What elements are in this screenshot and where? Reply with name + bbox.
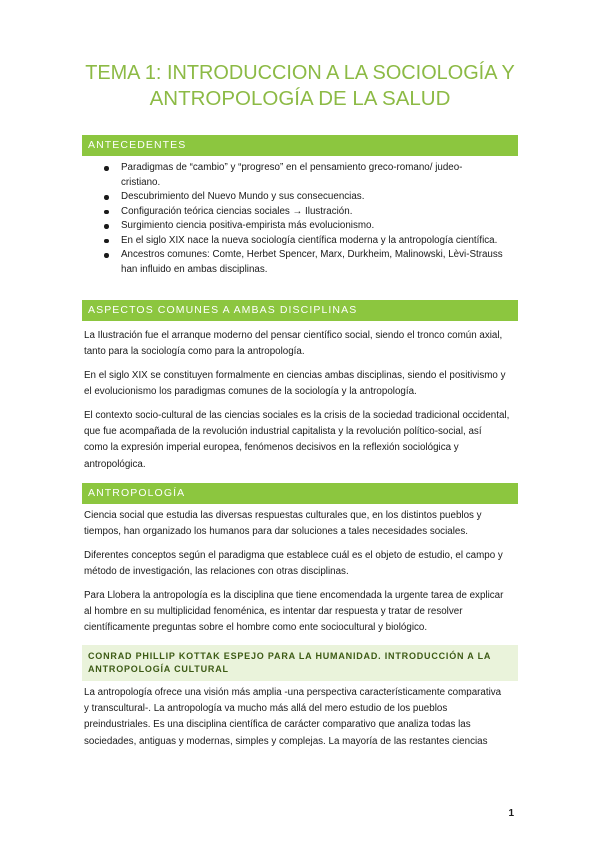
list-item: En el siglo XIX nace la nueva sociología científica moderna y la antropología científica.	[104, 234, 518, 249]
section-heading-aspectos: ASPECTOS COMUNES A AMBAS DISCIPLINAS	[82, 300, 518, 321]
section-heading-antropologia: ANTROPOLOGÍA	[82, 483, 518, 504]
paragraph: La Ilustración fue el arranque moderno del pensar científico social, siendo el tronco común axial, tanto para la sociología como para la antropología.	[84, 330, 503, 358]
bullet-icon	[104, 224, 109, 229]
bullet-icon	[104, 239, 109, 244]
subsection-heading-line: ANTROPOLOGÍA CULTURAL	[88, 664, 229, 674]
paragraph: Para Llobera la antropología es la disciplina que tiene encomendada la urgente tarea de explicar al hombre en su multiplicidad fenoménica, es intentar dar respuesta y tratar de resolver científicamente preguntas sobre el hombre como ente sociocultural y biológico.	[84, 590, 504, 634]
page-number: 1	[508, 808, 514, 819]
list-item: Ancestros comunes: Comte, Herbet Spencer, Marx, Durkheim, Malinowski, Lèvi-Strauss han influido en ambas disciplinas.	[104, 248, 518, 277]
paragraph: El contexto socio-cultural de las ciencias sociales es la crisis de la sociedad tradicional occidental, que fue acompañada de la revolución industrial capitalista y la revolución político-social, así como la expresión imperial europea, fenómenos decisivos en la reflexión sociológica y antropológica.	[84, 410, 510, 470]
list-item: Descubrimiento del Nuevo Mundo y sus consecuencias.	[104, 190, 518, 205]
section-heading-antecedentes: ANTECEDENTES	[82, 135, 518, 156]
list-item: Configuración teórica ciencias sociales → Ilustración.	[104, 205, 518, 220]
list-item: Paradigmas de “cambio” y “progreso” en el pensamiento greco-romano/ judeo- cristiano.	[104, 161, 518, 190]
subsection-heading-kottak	[82, 645, 518, 681]
bullet-icon	[104, 166, 109, 171]
paragraph: En el siglo XIX se constituyen formalmente en ciencias ambas disciplinas, siendo el positivismo y el evolucionismo los paradigmas comunes de la sociología y la antropología.	[84, 370, 506, 398]
antecedentes-bullet-list	[104, 161, 518, 277]
bullet-icon	[104, 253, 109, 258]
title-line: ANTROPOLOGÍA DE LA SALUD	[149, 87, 451, 110]
list-item: Surgimiento ciencia positiva-empirista más evolucionismo.	[104, 219, 518, 234]
subsection-heading-line: CONRAD PHILLIP KOTTAK ESPEJO PARA LA HUMANIDAD. INTRODUCCIÓN A LA	[88, 651, 492, 661]
paragraph: La antropología ofrece una visión más amplia -una perspectiva característicamente comparativa y transcultural-. La antropología va mucho más allá del mero estudio de los pueblos preindustriales. Es una disciplina científica de carácter comparativo que analiza todas las sociedades, antiguas y modernas, simples y complejas. La mayoría de las restantes ciencias	[84, 687, 502, 747]
paragraph: Ciencia social que estudia las diversas respuestas culturales que, en los distintos pueblos y tiempos, han organizado los humanos para dar soluciones a tales necesidades sociales.	[84, 510, 482, 538]
title-line: TEMA 1: INTRODUCCION A LA SOCIOLOGÍA Y	[85, 62, 515, 84]
paragraph: Diferentes conceptos según el paradigma que establece cuál es el objeto de estudio, el campo y método de investigación, las relaciones con otras disciplinas.	[84, 550, 503, 578]
bullet-icon	[104, 210, 109, 215]
bullet-icon	[104, 195, 109, 200]
document-title	[84, 60, 516, 112]
